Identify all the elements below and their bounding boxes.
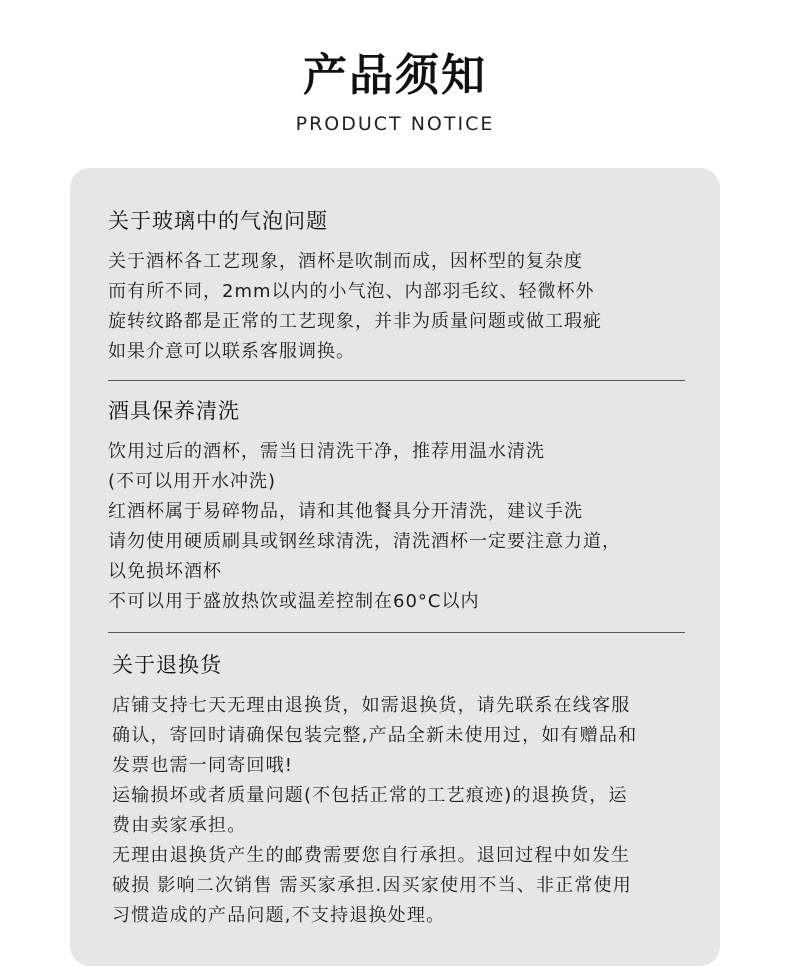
body-line: 关于酒杯各工艺现象，酒杯是吹制而成，因杯型的复杂度 — [108, 251, 583, 272]
page-subtitle: PRODUCT NOTICE — [295, 113, 495, 135]
section-divider — [108, 632, 685, 633]
section-returns — [112, 650, 637, 931]
body-line: 运输损坏或者质量问题(不包括正常的工艺痕迹)的退换货，运 — [112, 785, 628, 806]
body-line: 破损 影响二次销售 需买家承担.因买家使用不当、非正常使用 — [112, 875, 632, 896]
section-divider — [108, 380, 685, 381]
body-line: 而有所不同，2mm以内的小气泡、内部羽毛纹、轻微杯外 — [108, 281, 595, 302]
body-line: 不可以用于盛放热饮或温差控制在60°C以内 — [108, 591, 480, 612]
body-line: 店铺支持七天无理由退换货，如需退换货，请先联系在线客服 — [112, 695, 631, 716]
section-body — [112, 691, 637, 931]
body-line: 确认，寄回时请确保包装完整,产品全新未使用过，如有赠品和 — [112, 725, 638, 746]
body-line: (不可以用开水冲洗) — [108, 471, 277, 492]
page-title: 产品须知 — [303, 50, 487, 101]
body-line: 发票也需一同寄回哦! — [112, 755, 294, 776]
section-heading: 关于退换货 — [112, 653, 222, 677]
section-body — [108, 437, 621, 617]
body-line: 红酒杯属于易碎物品，请和其他餐具分开清洗，建议手洗 — [108, 501, 583, 522]
body-line: 费由卖家承担。 — [112, 815, 247, 836]
section-heading: 酒具保养清洗 — [108, 399, 240, 423]
section-body — [108, 247, 602, 367]
notice-card — [70, 168, 720, 966]
body-line: 无理由退换货产生的邮费需要您自行承担。退回过程中如发生 — [112, 845, 631, 866]
body-line: 旋转纹路都是正常的工艺现象，并非为质量问题或做工瑕疵 — [108, 311, 602, 332]
body-line: 习惯造成的产品问题,不支持退换处理。 — [112, 905, 446, 926]
body-line: 以免损坏酒杯 — [108, 561, 222, 582]
section-heading: 关于玻璃中的气泡问题 — [108, 209, 328, 233]
section-glass-bubbles — [108, 206, 602, 367]
section-care-cleaning — [108, 396, 621, 617]
body-line: 请勿使用硬质刷具或钢丝球清洗，清洗酒杯一定要注意力道， — [108, 531, 621, 552]
body-line: 饮用过后的酒杯，需当日清洗干净，推荐用温水清洗 — [108, 441, 545, 462]
body-line: 如果介意可以联系客服调换。 — [108, 341, 355, 362]
